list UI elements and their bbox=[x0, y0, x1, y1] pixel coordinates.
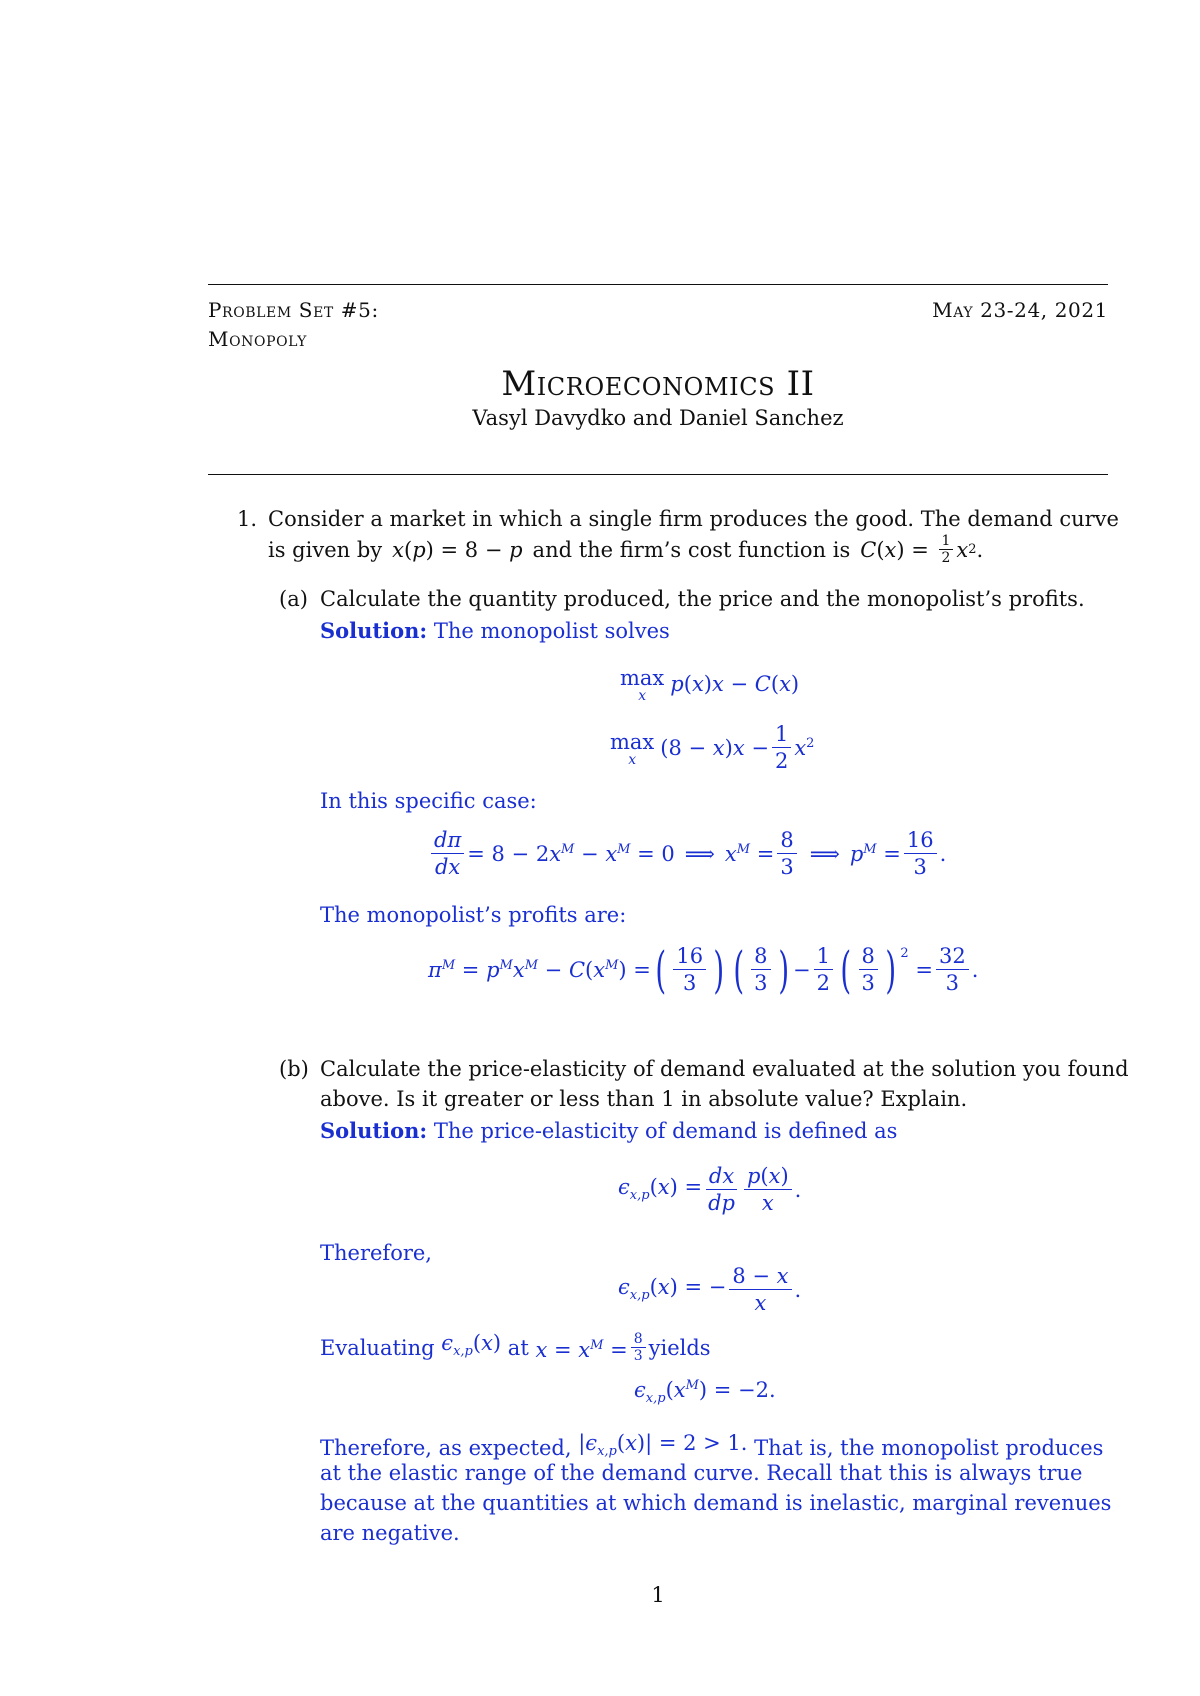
profit-equation: $\pi^M = p^Mx^M - C(x^M)$ = ( $\frac{16}{3}$ ) ( $\frac{8}{3}$ ) − $\frac{1}{2}$ ( $\frac{8}{3}$ ) $^2$ = $\frac{32}{3}$ . bbox=[428, 940, 979, 999]
topic-label: Monopoly bbox=[208, 327, 308, 351]
date-label: May 23-24, 2021 bbox=[932, 298, 1108, 322]
profits-text: The monopolist’s profits are: bbox=[320, 903, 627, 927]
part-a-question: Calculate the quantity produced, the price and the monopolist’s profits. bbox=[320, 587, 1085, 611]
part-b-question-line1: Calculate the price-elasticity of demand evaluated at the solution you found bbox=[320, 1057, 1129, 1081]
case-text: In this specific case: bbox=[320, 789, 537, 813]
top-rule bbox=[208, 284, 1108, 285]
foc-equation: $\frac{d\pi}{dx}$ = $8 - 2x^M - x^M = 0$ ⟹ $x^M$ = $\frac{8}{3}$ ⟹ $p^M$ = $\frac{16}{3}$ . bbox=[428, 828, 946, 879]
therefore-text: Therefore, bbox=[320, 1241, 432, 1265]
objective-equation-1: max x p(x)x − C(x) bbox=[620, 666, 800, 704]
part-b-question-line2: above. Is it greater or less than 1 in absolute value? Explain. bbox=[320, 1087, 968, 1111]
elasticity-definition: $\epsilon_{x,p}(x)$ = $\frac{dx}{dp}$ $\frac{p(x)}{x}$ . bbox=[618, 1164, 802, 1215]
problem-text-line1: Consider a market in which a single firm produces the good. The demand curve bbox=[268, 507, 1119, 531]
problem-set-label: Problem Set #5: bbox=[208, 298, 379, 322]
conclusion-line2: at the elastic range of the demand curve. Recall that this is always true bbox=[320, 1461, 1083, 1485]
elasticity-expression: $\epsilon_{x,p}(x)$ = − $\frac{8 - x}{x}$ . bbox=[618, 1264, 802, 1315]
header-rule bbox=[208, 474, 1108, 475]
cost-equation: C ( x ) = $\frac{1}{2}$ x 2 . bbox=[860, 533, 984, 566]
conclusion-line1: Therefore, as expected, $|\epsilon_{x,p}(x)| = 2 > 1$. That is, the monopolist produces bbox=[320, 1431, 1104, 1460]
elasticity-value: $\epsilon_{x,p}(x^M) = -2$. bbox=[634, 1378, 776, 1407]
conclusion-line3: because at the quantities at which demand is inelastic, marginal revenues bbox=[320, 1491, 1112, 1515]
authors: Vasyl Davydko and Daniel Sanchez bbox=[472, 406, 844, 430]
part-a-solution: Solution: The monopolist solves bbox=[320, 618, 670, 643]
conclusion-line4: are negative. bbox=[320, 1521, 460, 1545]
part-a-label: (a) bbox=[279, 587, 308, 611]
problem-text-line2: is given by x(p) = 8 − p and the firm’s cost function is C ( x ) = $\frac{1}{2}$ x 2 . bbox=[268, 533, 984, 566]
part-b-label: (b) bbox=[279, 1057, 309, 1081]
evaluating-line: Evaluating $\epsilon_{x,p}(x)$ at $x = x^M$ = $\frac{8}{3}$ yields bbox=[320, 1331, 711, 1365]
problem-number: 1. bbox=[237, 507, 258, 531]
part-b-solution: Solution: The price-elasticity of demand is defined as bbox=[320, 1118, 898, 1143]
page-title: Microeconomics II bbox=[501, 364, 815, 404]
objective-equation-2: max x (8 − x)x − $\frac{1}{2}$ $x^2$ bbox=[610, 722, 815, 773]
page-number: 1 bbox=[651, 1583, 665, 1607]
demand-equation: x(p) = 8 − p bbox=[392, 537, 523, 562]
